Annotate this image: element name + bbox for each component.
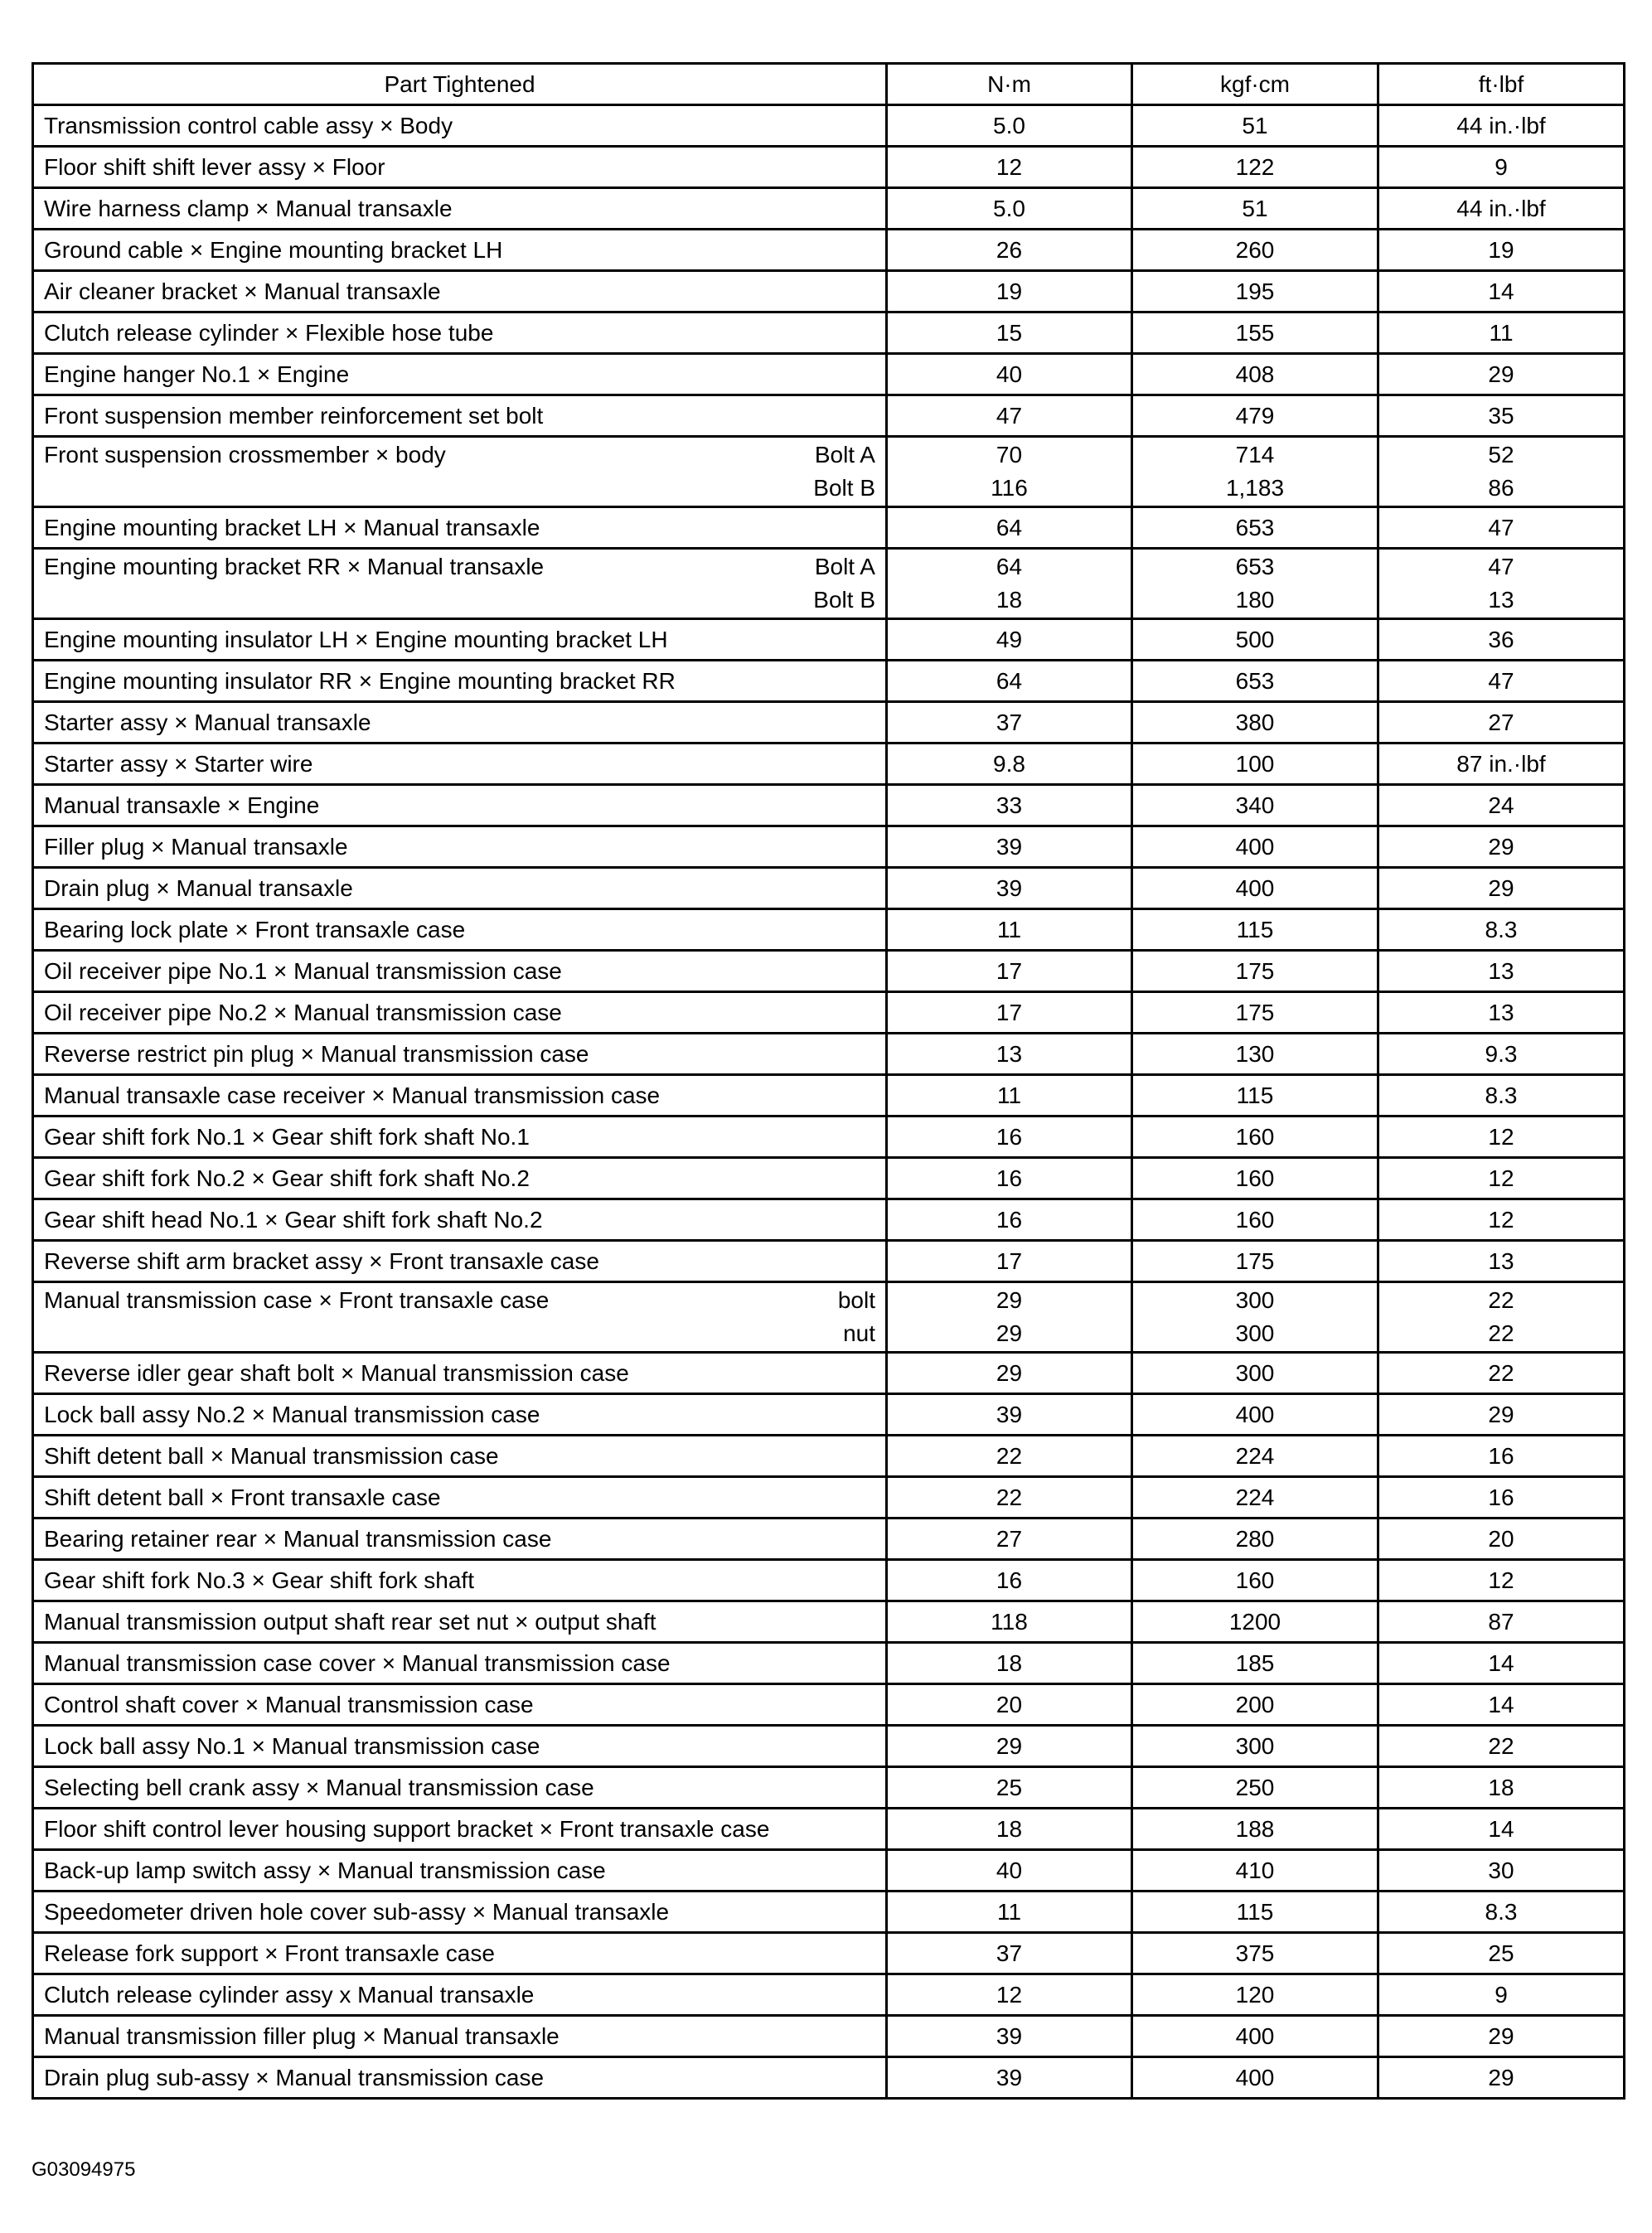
nm-value: 29: [996, 1287, 1023, 1313]
ftlbf-value: 22: [1488, 1287, 1514, 1313]
part-cell: Manual transmission filler plug × Manual transaxle: [33, 2016, 887, 2057]
nm-cell: 40: [887, 354, 1132, 395]
nm-value: 116: [991, 475, 1028, 501]
ftlbf-cell: 9: [1378, 1974, 1625, 2016]
table-row: [33, 105, 1625, 147]
part-cell: Release fork support × Front transaxle case: [33, 1933, 887, 1974]
kgfcm-value: 1,183: [1225, 475, 1285, 501]
table-row: [33, 619, 1625, 661]
nm-cell: [887, 549, 1132, 619]
table-row: [33, 230, 1625, 271]
table-row: [33, 909, 1625, 951]
nm-cell: 37: [887, 702, 1132, 744]
table-body: [33, 105, 1625, 2099]
ftlbf-cell: 18: [1378, 1767, 1625, 1809]
table-row: [33, 992, 1625, 1034]
ftlbf-cell: [1378, 1282, 1625, 1353]
kgfcm-cell: 51: [1132, 188, 1378, 230]
part-cell: Bearing lock plate × Front transaxle case: [33, 909, 887, 951]
ftlbf-cell: 24: [1378, 785, 1625, 826]
ftlbf-cell: 14: [1378, 271, 1625, 312]
nm-cell: 22: [887, 1436, 1132, 1477]
ftlbf-cell: 12: [1378, 1116, 1625, 1158]
table-row: [33, 1394, 1625, 1436]
part-cell: Speedometer driven hole cover sub-assy × Manual transaxle: [33, 1892, 887, 1933]
table-row: [33, 1436, 1625, 1477]
table-row: [33, 1158, 1625, 1199]
kgfcm-cell: 400: [1132, 1394, 1378, 1436]
part-cell: Drain plug sub-assy × Manual transmission case: [33, 2057, 887, 2099]
ftlbf-cell: 36: [1378, 619, 1625, 661]
ftlbf-cell: 14: [1378, 1684, 1625, 1726]
part-cell: Gear shift fork No.2 × Gear shift fork shaft No.2: [33, 1158, 887, 1199]
nm-cell: 33: [887, 785, 1132, 826]
part-cell: Transmission control cable assy × Body: [33, 105, 887, 147]
ftlbf-cell: 29: [1378, 2016, 1625, 2057]
nm-cell: 11: [887, 1892, 1132, 1933]
ftlbf-cell: 47: [1378, 661, 1625, 702]
nm-cell: 29: [887, 1353, 1132, 1394]
table-row: [33, 549, 1625, 619]
part-cell: Starter assy × Manual transaxle: [33, 702, 887, 744]
nm-cell: 9.8: [887, 744, 1132, 785]
part-cell: Filler plug × Manual transaxle: [33, 826, 887, 868]
part-cell: Selecting bell crank assy × Manual transmission case: [33, 1767, 887, 1809]
kgfcm-cell: 410: [1132, 1850, 1378, 1892]
nm-cell: 17: [887, 992, 1132, 1034]
kgfcm-value: 714: [1235, 442, 1275, 467]
nm-cell: 12: [887, 147, 1132, 188]
table-row: [33, 1241, 1625, 1282]
nm-cell: 26: [887, 230, 1132, 271]
kgfcm-cell: 260: [1132, 230, 1378, 271]
fastener-label: Bolt B: [813, 587, 875, 613]
kgfcm-cell: 155: [1132, 312, 1378, 354]
nm-cell: 20: [887, 1684, 1132, 1726]
fastener-label: Bolt A: [814, 442, 875, 467]
ftlbf-cell: 44 in.·lbf: [1378, 105, 1625, 147]
part-name: Front suspension crossmember × body: [44, 442, 446, 467]
torque-spec-table: [31, 62, 1625, 2100]
header-kgfcm: kgf·cm: [1132, 64, 1378, 105]
nm-cell: 16: [887, 1116, 1132, 1158]
ftlbf-cell: 12: [1378, 1560, 1625, 1601]
table-row: [33, 1116, 1625, 1158]
nm-cell: 39: [887, 2016, 1132, 2057]
ftlbf-cell: 11: [1378, 312, 1625, 354]
ftlbf-value: 22: [1488, 1320, 1514, 1346]
table-row: [33, 744, 1625, 785]
kgfcm-cell: 224: [1132, 1477, 1378, 1519]
ftlbf-cell: 29: [1378, 1394, 1625, 1436]
kgfcm-cell: 200: [1132, 1684, 1378, 1726]
table-row: [33, 1353, 1625, 1394]
ftlbf-cell: 29: [1378, 868, 1625, 909]
nm-cell: 12: [887, 1974, 1132, 2016]
kgfcm-cell: 408: [1132, 354, 1378, 395]
kgfcm-cell: 195: [1132, 271, 1378, 312]
part-cell: Clutch release cylinder assy x Manual transaxle: [33, 1974, 887, 2016]
nm-cell: 16: [887, 1199, 1132, 1241]
part-cell: Manual transmission case cover × Manual transmission case: [33, 1643, 887, 1684]
nm-cell: [887, 437, 1132, 507]
ftlbf-cell: 16: [1378, 1436, 1625, 1477]
ftlbf-cell: 35: [1378, 395, 1625, 437]
header-ftlbf: ft·lbf: [1378, 64, 1625, 105]
table-row: [33, 1974, 1625, 2016]
part-cell: Lock ball assy No.2 × Manual transmission case: [33, 1394, 887, 1436]
nm-cell: 17: [887, 1241, 1132, 1282]
table-row: [33, 1199, 1625, 1241]
ftlbf-cell: 44 in.·lbf: [1378, 188, 1625, 230]
kgfcm-value: 653: [1235, 554, 1275, 579]
header-part-tightened: Part Tightened: [33, 64, 887, 105]
table-row: [33, 2016, 1625, 2057]
part-cell: Clutch release cylinder × Flexible hose tube: [33, 312, 887, 354]
part-cell: Engine mounting insulator RR × Engine mounting bracket RR: [33, 661, 887, 702]
nm-value: 64: [996, 554, 1023, 579]
nm-cell: 16: [887, 1560, 1132, 1601]
table-row: [33, 1601, 1625, 1643]
nm-cell: 37: [887, 1933, 1132, 1974]
ftlbf-cell: 87: [1378, 1601, 1625, 1643]
ftlbf-cell: 9.3: [1378, 1034, 1625, 1075]
ftlbf-cell: 13: [1378, 951, 1625, 992]
nm-cell: 27: [887, 1519, 1132, 1560]
nm-value: 18: [996, 587, 1023, 613]
kgfcm-cell: 1200: [1132, 1601, 1378, 1643]
ftlbf-cell: 29: [1378, 826, 1625, 868]
kgfcm-cell: 160: [1132, 1158, 1378, 1199]
part-cell: Oil receiver pipe No.1 × Manual transmission case: [33, 951, 887, 992]
nm-cell: 17: [887, 951, 1132, 992]
nm-cell: 64: [887, 661, 1132, 702]
part-cell: [33, 437, 887, 507]
fastener-labels: [813, 550, 875, 617]
part-cell: Manual transaxle case receiver × Manual transmission case: [33, 1075, 887, 1116]
kgfcm-cell: 160: [1132, 1199, 1378, 1241]
kgfcm-value: 300: [1235, 1287, 1275, 1313]
ftlbf-cell: 8.3: [1378, 1075, 1625, 1116]
kgfcm-cell: 122: [1132, 147, 1378, 188]
nm-cell: 5.0: [887, 188, 1132, 230]
kgfcm-cell: 280: [1132, 1519, 1378, 1560]
part-cell: Floor shift shift lever assy × Floor: [33, 147, 887, 188]
ftlbf-cell: 29: [1378, 354, 1625, 395]
header-row: [33, 64, 1625, 105]
ftlbf-cell: 19: [1378, 230, 1625, 271]
ftlbf-cell: 14: [1378, 1809, 1625, 1850]
table-row: [33, 1809, 1625, 1850]
ftlbf-value: 52: [1488, 442, 1514, 467]
part-cell: Shift detent ball × Manual transmission case: [33, 1436, 887, 1477]
kgfcm-cell: 340: [1132, 785, 1378, 826]
part-cell: Wire harness clamp × Manual transaxle: [33, 188, 887, 230]
part-cell: Control shaft cover × Manual transmission case: [33, 1684, 887, 1726]
ftlbf-cell: 29: [1378, 2057, 1625, 2099]
nm-cell: 25: [887, 1767, 1132, 1809]
nm-cell: 29: [887, 1726, 1132, 1767]
table-row: [33, 1850, 1625, 1892]
kgfcm-cell: 51: [1132, 105, 1378, 147]
part-cell: Starter assy × Starter wire: [33, 744, 887, 785]
nm-cell: 39: [887, 826, 1132, 868]
kgfcm-cell: 380: [1132, 702, 1378, 744]
ftlbf-cell: [1378, 437, 1625, 507]
part-cell: Reverse shift arm bracket assy × Front transaxle case: [33, 1241, 887, 1282]
nm-cell: 22: [887, 1477, 1132, 1519]
kgfcm-cell: 224: [1132, 1436, 1378, 1477]
kgfcm-cell: 115: [1132, 1075, 1378, 1116]
ftlbf-cell: 8.3: [1378, 1892, 1625, 1933]
fastener-labels: [838, 1284, 875, 1350]
table-row: [33, 1034, 1625, 1075]
ftlbf-cell: 13: [1378, 992, 1625, 1034]
nm-cell: 19: [887, 271, 1132, 312]
kgfcm-cell: [1132, 437, 1378, 507]
table-row: [33, 395, 1625, 437]
part-cell: [33, 549, 887, 619]
kgfcm-cell: 375: [1132, 1933, 1378, 1974]
table-row: [33, 1560, 1625, 1601]
fastener-label: bolt: [837, 1287, 875, 1313]
part-cell: Drain plug × Manual transaxle: [33, 868, 887, 909]
ftlbf-cell: 47: [1378, 507, 1625, 549]
ftlbf-cell: 16: [1378, 1477, 1625, 1519]
part-cell: Manual transmission output shaft rear set nut × output shaft: [33, 1601, 887, 1643]
ftlbf-cell: 87 in.·lbf: [1378, 744, 1625, 785]
kgfcm-cell: 130: [1132, 1034, 1378, 1075]
nm-cell: [887, 1282, 1132, 1353]
table-row: [33, 188, 1625, 230]
nm-cell: 39: [887, 868, 1132, 909]
nm-cell: 47: [887, 395, 1132, 437]
part-cell: Air cleaner bracket × Manual transaxle: [33, 271, 887, 312]
table-row: [33, 1477, 1625, 1519]
nm-cell: 64: [887, 507, 1132, 549]
part-cell: Reverse idler gear shaft bolt × Manual transmission case: [33, 1353, 887, 1394]
table-row: [33, 354, 1625, 395]
kgfcm-cell: 115: [1132, 909, 1378, 951]
table-row: [33, 147, 1625, 188]
ftlbf-cell: 22: [1378, 1726, 1625, 1767]
kgfcm-cell: 653: [1132, 507, 1378, 549]
nm-cell: 118: [887, 1601, 1132, 1643]
table-row: [33, 785, 1625, 826]
table-row: [33, 1519, 1625, 1560]
table-row: [33, 1892, 1625, 1933]
table-row: [33, 1684, 1625, 1726]
ftlbf-value: 47: [1488, 554, 1514, 579]
table-row: [33, 1643, 1625, 1684]
nm-cell: 39: [887, 2057, 1132, 2099]
ftlbf-value: 86: [1488, 475, 1514, 501]
nm-value: 29: [996, 1320, 1023, 1346]
part-cell: Oil receiver pipe No.2 × Manual transmission case: [33, 992, 887, 1034]
nm-cell: 13: [887, 1034, 1132, 1075]
nm-cell: 49: [887, 619, 1132, 661]
kgfcm-cell: 250: [1132, 1767, 1378, 1809]
ftlbf-cell: [1378, 549, 1625, 619]
kgfcm-cell: 653: [1132, 661, 1378, 702]
part-cell: Gear shift fork No.1 × Gear shift fork shaft No.1: [33, 1116, 887, 1158]
part-cell: Engine hanger No.1 × Engine: [33, 354, 887, 395]
part-cell: Bearing retainer rear × Manual transmission case: [33, 1519, 887, 1560]
nm-cell: 11: [887, 1075, 1132, 1116]
kgfcm-cell: 400: [1132, 868, 1378, 909]
ftlbf-cell: 27: [1378, 702, 1625, 744]
kgfcm-cell: 160: [1132, 1560, 1378, 1601]
part-cell: Floor shift control lever housing support bracket × Front transaxle case: [33, 1809, 887, 1850]
part-cell: Shift detent ball × Front transaxle case: [33, 1477, 887, 1519]
nm-cell: 16: [887, 1158, 1132, 1199]
kgfcm-cell: 400: [1132, 2057, 1378, 2099]
part-name: Engine mounting bracket RR × Manual transaxle: [44, 554, 545, 579]
table-row: [33, 1726, 1625, 1767]
ftlbf-cell: 25: [1378, 1933, 1625, 1974]
table-row: [33, 1933, 1625, 1974]
part-cell: Ground cable × Engine mounting bracket LH: [33, 230, 887, 271]
table-row: [33, 271, 1625, 312]
kgfcm-cell: 160: [1132, 1116, 1378, 1158]
part-cell: Reverse restrict pin plug × Manual transmission case: [33, 1034, 887, 1075]
part-cell: Front suspension member reinforcement set bolt: [33, 395, 887, 437]
kgfcm-cell: [1132, 1282, 1378, 1353]
ftlbf-cell: 22: [1378, 1353, 1625, 1394]
kgfcm-cell: 175: [1132, 992, 1378, 1034]
part-name: Manual transmission case × Front transaxle case: [44, 1287, 550, 1313]
kgfcm-cell: 400: [1132, 826, 1378, 868]
fastener-label: nut: [843, 1320, 875, 1346]
fastener-label: Bolt A: [814, 554, 875, 579]
ftlbf-cell: 13: [1378, 1241, 1625, 1282]
kgfcm-cell: 115: [1132, 1892, 1378, 1933]
kgfcm-value: 180: [1235, 587, 1275, 613]
table-row: [33, 826, 1625, 868]
part-cell: Engine mounting insulator LH × Engine mounting bracket LH: [33, 619, 887, 661]
figure-code: G03094975: [31, 2158, 136, 2181]
kgfcm-cell: 120: [1132, 1974, 1378, 2016]
header-nm: N·m: [887, 64, 1132, 105]
nm-cell: 39: [887, 1394, 1132, 1436]
ftlbf-cell: 30: [1378, 1850, 1625, 1892]
kgfcm-cell: 175: [1132, 1241, 1378, 1282]
table-row: [33, 312, 1625, 354]
kgfcm-cell: 175: [1132, 951, 1378, 992]
ftlbf-cell: 20: [1378, 1519, 1625, 1560]
nm-cell: 11: [887, 909, 1132, 951]
table-row: [33, 1075, 1625, 1116]
ftlbf-cell: 12: [1378, 1199, 1625, 1241]
kgfcm-cell: 185: [1132, 1643, 1378, 1684]
part-cell: Gear shift head No.1 × Gear shift fork shaft No.2: [33, 1199, 887, 1241]
kgfcm-cell: [1132, 549, 1378, 619]
nm-cell: 5.0: [887, 105, 1132, 147]
part-cell: Lock ball assy No.1 × Manual transmission case: [33, 1726, 887, 1767]
table-row: [33, 437, 1625, 507]
ftlbf-cell: 9: [1378, 147, 1625, 188]
kgfcm-cell: 479: [1132, 395, 1378, 437]
kgfcm-value: 300: [1235, 1320, 1275, 1346]
part-cell: Manual transaxle × Engine: [33, 785, 887, 826]
kgfcm-cell: 300: [1132, 1353, 1378, 1394]
ftlbf-cell: 8.3: [1378, 909, 1625, 951]
nm-cell: 15: [887, 312, 1132, 354]
part-cell: Back-up lamp switch assy × Manual transmission case: [33, 1850, 887, 1892]
part-cell: Gear shift fork No.3 × Gear shift fork shaft: [33, 1560, 887, 1601]
nm-cell: 40: [887, 1850, 1132, 1892]
fastener-label: Bolt B: [813, 475, 875, 501]
table-row: [33, 868, 1625, 909]
kgfcm-cell: 188: [1132, 1809, 1378, 1850]
kgfcm-cell: 100: [1132, 744, 1378, 785]
kgfcm-cell: 500: [1132, 619, 1378, 661]
table-row: [33, 1282, 1625, 1353]
ftlbf-cell: 12: [1378, 1158, 1625, 1199]
kgfcm-cell: 300: [1132, 1726, 1378, 1767]
ftlbf-cell: 14: [1378, 1643, 1625, 1684]
nm-value: 70: [996, 442, 1023, 467]
nm-cell: 18: [887, 1809, 1132, 1850]
nm-cell: 18: [887, 1643, 1132, 1684]
table-row: [33, 2057, 1625, 2099]
ftlbf-value: 13: [1488, 587, 1514, 613]
table-row: [33, 951, 1625, 992]
table-row: [33, 507, 1625, 549]
table-row: [33, 702, 1625, 744]
table-row: [33, 1767, 1625, 1809]
fastener-labels: [813, 438, 875, 505]
part-cell: Engine mounting bracket LH × Manual transaxle: [33, 507, 887, 549]
kgfcm-cell: 400: [1132, 2016, 1378, 2057]
table-row: [33, 661, 1625, 702]
part-cell: [33, 1282, 887, 1353]
